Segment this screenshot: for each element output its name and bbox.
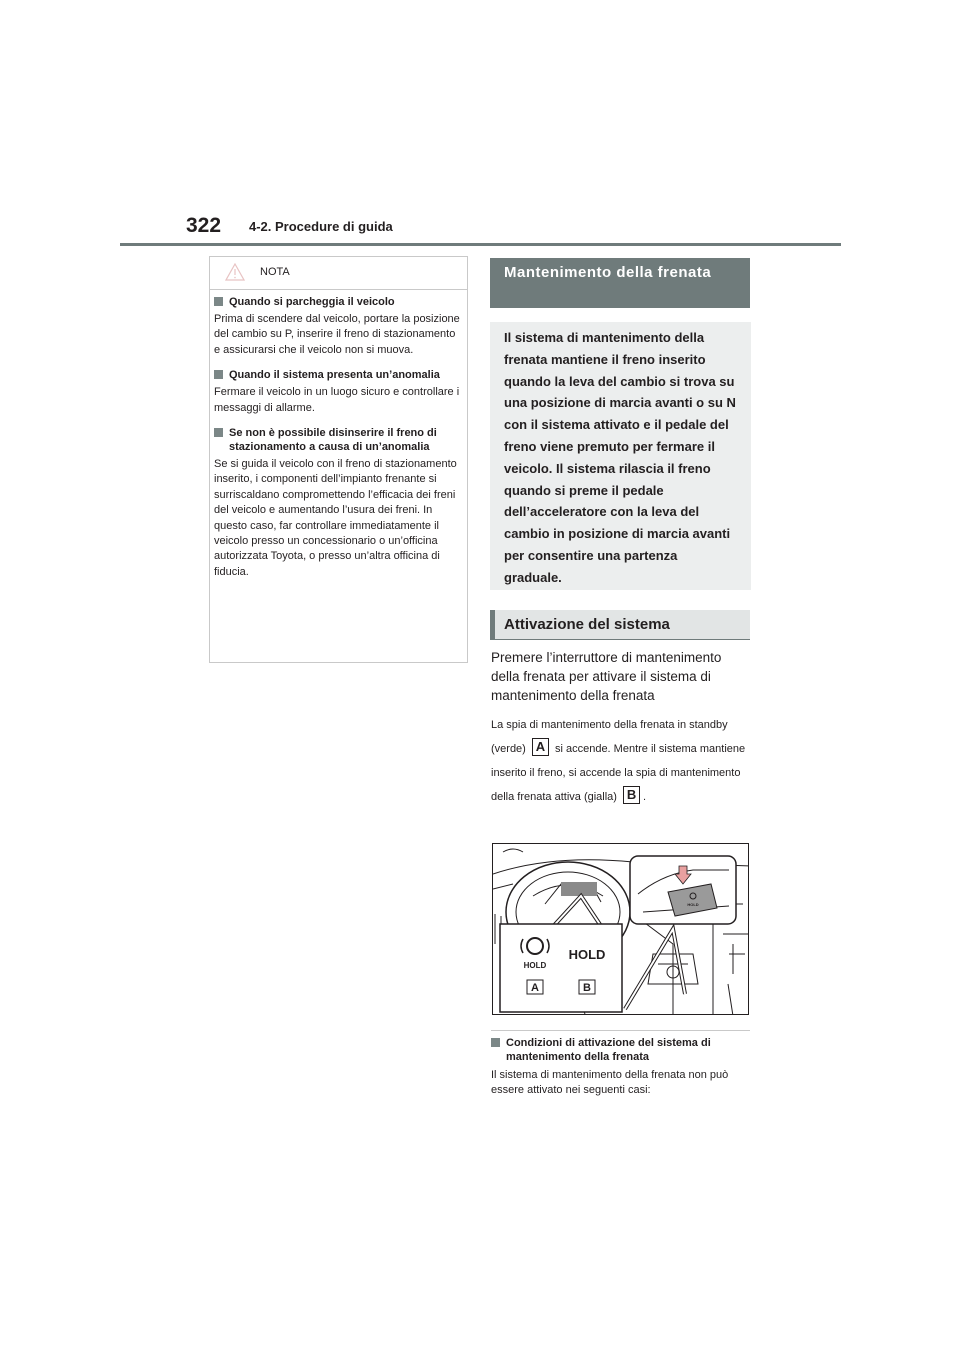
dashboard-drawing bbox=[493, 844, 749, 1015]
nota-box bbox=[209, 256, 468, 663]
divider bbox=[491, 1030, 750, 1031]
attivazione-heading: Attivazione del sistema bbox=[490, 610, 750, 640]
nota-item-title bbox=[214, 426, 463, 454]
mantenimento-intro: Il sistema di mantenimento della frenata mantiene il freno inserito quando la leva del cambio si trova su una posizione di marcia avanti o su N con il sistema attivato e il pedale del freno viene premuto per fermare il veicolo. Il sistema rilascia il freno quando si preme il pedale dell’acceleratore con la leva del cambio in posizione di marcia avanti per consentire una partenza graduale. bbox=[490, 322, 751, 590]
hold-button-label: HOLD bbox=[687, 902, 699, 907]
condizioni-text: Il sistema di mantenimento della frenata non può essere attivato nei seguenti casi: bbox=[491, 1069, 729, 1096]
nota-item-title-text: Se non è possibile disinserire il freno di stazionamento a causa di un’anomalia bbox=[229, 427, 437, 454]
hold-active-label: HOLD bbox=[568, 947, 606, 962]
dashboard-illustration bbox=[492, 843, 749, 1015]
note-text: si accende. Mentre il sistema mantiene inserito il freno, si accende la spia di mantenimento della frenata attiva (gialla) bbox=[491, 743, 746, 803]
nota-item-title bbox=[214, 368, 463, 382]
activation-note bbox=[491, 713, 753, 809]
hold-icon-label: HOLD bbox=[523, 961, 547, 970]
page-number: 322 bbox=[186, 214, 222, 237]
nota-item-text: Se si guida il veicolo con il freno di stazionamento inserito, i componenti dell’impianto frenante si surriscaldano compromettendo l’efficacia dei freni del veicolo e aumentando l’usura dei freni. In questo caso, far controllare immediatamente il veicolo presso un concessionario o un’officina autorizzata Toyota, o presso un’altra officina di fiducia. bbox=[214, 458, 457, 578]
nota-item-title-text: Quando il sistema presenta un’anomalia bbox=[229, 369, 440, 382]
bullet-square-icon bbox=[214, 370, 223, 379]
bullet-square-icon bbox=[214, 297, 223, 306]
note-end: . bbox=[643, 791, 647, 803]
nota-item-text: Fermare il veicolo in un luogo sicuro e controllare i messaggi di allarme. bbox=[214, 386, 460, 414]
nota-title: NOTA bbox=[260, 266, 290, 278]
condizioni-title bbox=[491, 1036, 753, 1064]
figure-label-b: B bbox=[583, 982, 591, 994]
label-b: B bbox=[623, 786, 640, 804]
note-text: La spia di mantenimento della frenata in standby (verde) bbox=[491, 719, 728, 755]
nota-item-title bbox=[214, 295, 463, 309]
bullet-square-icon bbox=[214, 428, 223, 437]
condizioni-title-text: Condizioni di attivazione del sistema di mantenimento della frenata bbox=[506, 1037, 711, 1063]
warning-icon bbox=[225, 263, 245, 286]
section-title: 4-2. Procedure di guida bbox=[249, 219, 393, 234]
label-a: A bbox=[532, 738, 549, 756]
figure-label-a: A bbox=[531, 982, 539, 994]
bullet-square-icon bbox=[491, 1038, 500, 1047]
header-rule bbox=[120, 243, 841, 246]
mantenimento-heading: Mantenimento della frenata bbox=[490, 258, 750, 308]
nota-body bbox=[210, 290, 467, 580]
nota-item-title-text: Quando si parcheggia il veicolo bbox=[229, 296, 395, 308]
activation-step: Premere l’interruttore di mantenimento della frenata per attivare il sistema di mantenimento della frenata bbox=[491, 650, 722, 703]
nota-item-text: Prima di scendere dal veicolo, portare la posizione del cambio su P, inserire il freno di stazionamento e assicurarsi che il veicolo non si muova. bbox=[214, 313, 460, 356]
nota-header bbox=[210, 257, 467, 290]
